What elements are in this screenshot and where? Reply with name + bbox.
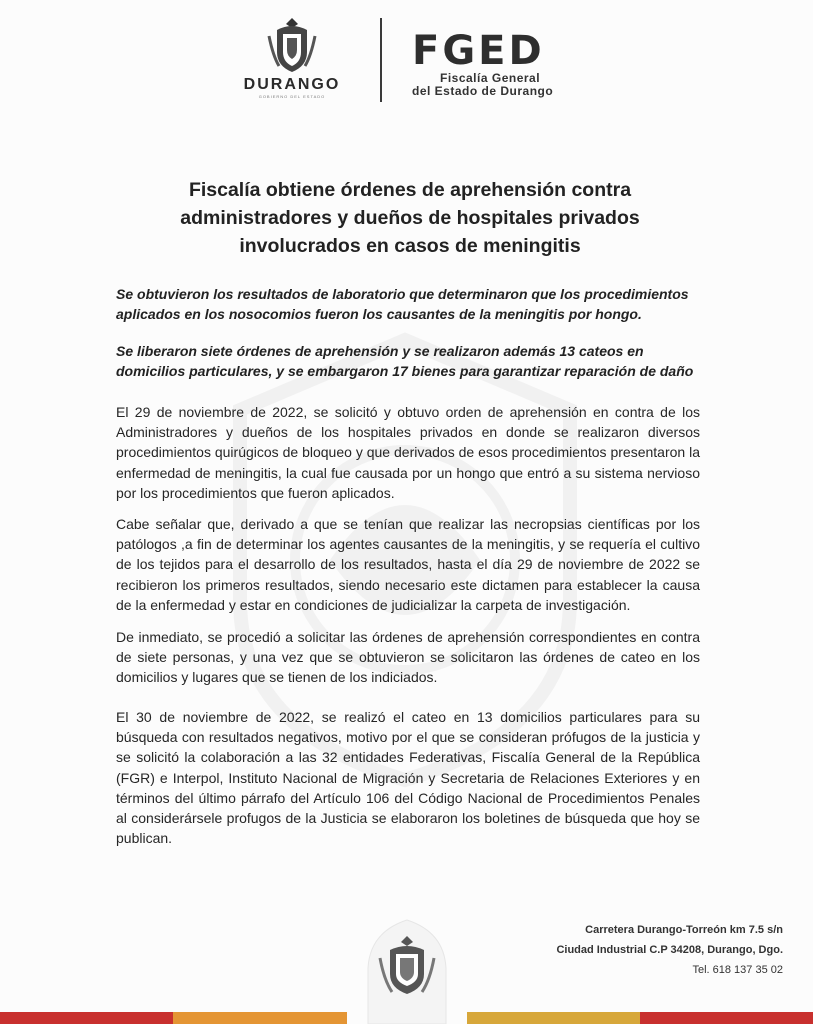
body-paragraph: De inmediato, se procedió a solicitar las órdenes de aprehensión correspondientes en contra de siete personas, y una vez que se obtuvieron se solicitaron las órdenes de cateo en los domicilios y lugares que se tienen de los indiciados. [116,629,700,686]
fged-badge-icon [366,918,448,1024]
address-line: Ciudad Industrial C.P 34208, Durango, Dgo. [556,944,783,956]
body-paragraph: El 29 de noviembre de 2022, se solicitó y obtuvo orden de aprehensión en contra de los Administradores y dueños de los hospitales privados en donde se realizaron diversos procedimientos quirúgicos de bloqueo y que derivados de esos procedimientos presentaron la enfermedad de meningitis, la cual fue causada por un hongo que entró a su sistema nervioso por los procedimientos que fueron aplicados. [116,404,700,501]
header-divider [380,18,382,102]
footer-bar-gap [347,1012,467,1024]
durango-logo-subtitle: GOBIERNO DEL ESTADO [258,94,326,99]
org-name-line1: Fiscalía General [440,71,541,85]
footer-bar-red [0,1012,173,1024]
durango-logo [222,16,362,106]
summary-paragraph: Se obtuvieron los resultados de laboratorio que determinaron que los procedimientos aplicados en los nosocomios fueron los causantes de la meningitis por hongo. [116,286,689,322]
document-title [110,176,710,260]
fged-brand-text: FGED [412,28,545,74]
footer-color-bar [0,1012,813,1024]
durango-logo-text: DURANGO [243,76,341,93]
durango-crest-icon [265,16,319,74]
footer-bar-gold [467,1012,640,1024]
title-line: Fiscalía obtiene órdenes de aprehensión contra [188,179,632,201]
title-line: involucrados en casos de meningitis [239,235,581,257]
title-line: administradores y dueños de hospitales privados [180,207,640,229]
summary-paragraph: Se liberaron siete órdenes de aprehensión y se realizaron además 13 cateos en domicilios particulares, y se embargaron 17 bienes para garantizar reparación de daño [116,343,694,379]
body-paragraph: El 30 de noviembre de 2022, se realizó el cateo en 13 domicilios particulares para su búsqueda con resultados negativos, motivo por el que se consideran prófugos de la justicia y se solicitó la colaboración a las 32 entidades Federativas, Fiscalía General de la República (FGR) e Interpol, Instituto Nacional de Migración y Secretaria de Relaciones Exteriores y en términos del último párrafo del Artículo 106 del Código Nacional de Procedimientos Penales al considerársele profugos de la Justicia se elaboraron los boletines de búsqueda que hoy se publican. [116,709,700,847]
address-line: Carretera Durango-Torreón km 7.5 s/n [585,924,783,936]
fged-logo [412,30,602,98]
phone-number: Tel. 618 137 35 02 [692,964,783,976]
footer-bar-red [640,1012,813,1024]
org-name-line2: del Estado de Durango [412,84,554,98]
footer-bar-orange [173,1012,346,1024]
body-paragraph: Cabe señalar que, derivado a que se tenían que realizar las necropsias científicas por los patólogos ,a fin de determinar los agentes causantes de la meningitis, y se requería el cultivo de los tejidos para el desarrollo de los resultados, hasta el día 29 de noviembre de 2022 se recibieron los primeros resultados, siendo necesario este dictamen para establecer la causa de la enfermedad y estar en condiciones de judicializar la carpeta de investigación. [116,516,700,613]
letterhead [0,16,813,106]
